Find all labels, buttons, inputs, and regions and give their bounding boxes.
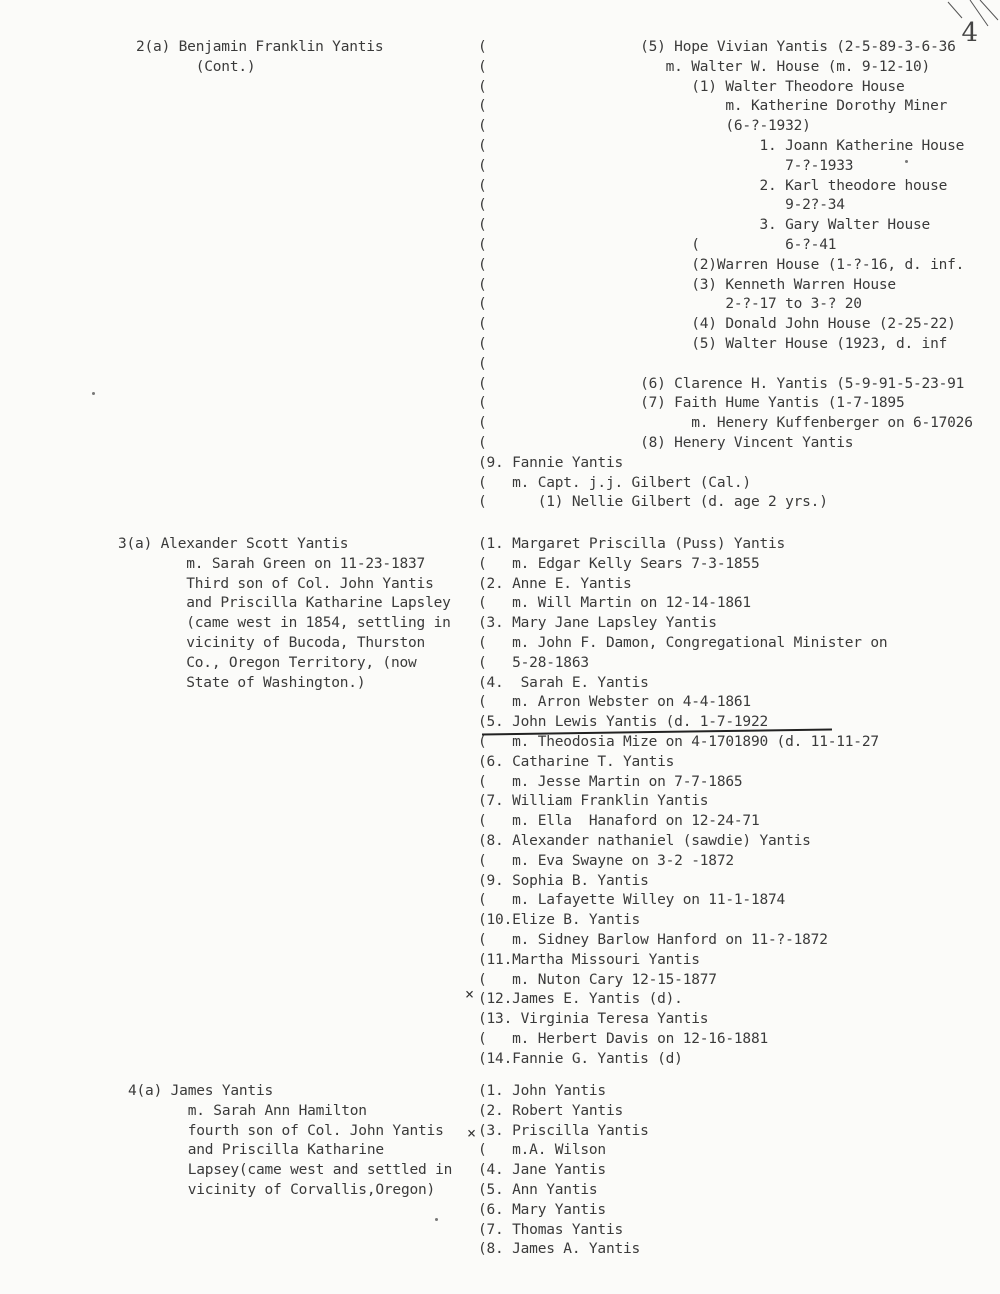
page-number: 4 <box>961 18 978 48</box>
entry-3a-children: (1. Margaret Priscilla (Puss) Yantis ( m. Edgar Kelly Sears 7-3-1855 (2. Anne E. Yantis ( m. Will Martin on 12-14-1861 (3. Mary Jane Lapsley Yantis ( m. John F. Damon, Congregational Minister on ( 5-28-1863 (4. Sarah E. Yantis ( m. Arron Webster on 4-4-1861 (5. John Lewis Yantis (d. 1-7-1922 ( m. Theodosia Mize on 4-1701890 (d. 11-11-27 (6. Catharine T. Yantis ( m. Jesse Martin on 7-7-1865 (7. William Franklin Yantis ( m. Ella Hanaford on 12-24-71 (8. Alexander nathaniel (sawdie) Yantis ( m. Eva Swayne on 3-2 -1872 (9. Sophia B. Yantis ( m. Lafayette Willey on 11-1-1874 (10.Elize B. Yantis ( m. Sidney Barlow Hanford on 11-?-1872 (11.Martha Missouri Yantis ( m. Nuton Cary 12-15-1877 (12.James E. Yantis (d). (13. Virginia Teresa Yantis ( m. Herbert Davis on 12-16-1881 (14.Fannie G. Yantis (d) <box>478 536 888 1067</box>
stray-speck <box>435 1218 438 1221</box>
handwritten-x-mark: × <box>465 985 475 1003</box>
stray-speck <box>905 160 908 163</box>
entry-4a-heading: 4(a) James Yantis m. Sarah Ann Hamilton fourth son of Col. John Yantis and Priscilla Katharine Lapsey(came west and settled in vicinity of Corvallis,Oregon) <box>128 1083 453 1198</box>
handwritten-x-mark: × <box>467 1124 477 1142</box>
entry-2a-children: ( (5) Hope Vivian Yantis (2-5-89-3-6-36 ( m. Walter W. House (m. 9-12-10) ( (1) Walter Theodore House ( m. Katherine Dorothy Miner ( (6-?-1932) ( 1. Joann Katherine House ( 7-?-1933 ( 2. Karl theodore house ( 9-2?-34 ( 3. Gary Walter House ( ( 6-?-41 ( (2)Warren House (1-?-16, d. inf. ( (3) Kenneth Warren House ( 2-?-17 to 3-? 20 ( (4) Donald John House (2-25-22) ( (5) Walter House (1923, d. inf ( ( (6) Clarence H. Yantis (5-9-91-5-23-91 ( (7) Faith Hume Yantis (1-7-1895 ( m. Henery Kuffenberger on 6-17026 ( (8) Henery Vincent Yantis (9. Fannie Yantis ( m. Capt. j.j. Gilbert (Cal.) ( (1) Nellie Gilbert (d. age 2 yrs.) <box>478 39 973 511</box>
stray-speck <box>92 392 95 395</box>
entry-4a-children: (1. John Yantis (2. Robert Yantis (3. Priscilla Yantis ( m.A. Wilson (4. Jane Yantis (5. Ann Yantis (6. Mary Yantis (7. Thomas Yantis (8. James A. Yantis <box>478 1083 649 1258</box>
entry-2a-heading: 2(a) Benjamin Franklin Yantis (Cont.) <box>136 39 384 75</box>
entry-3a-heading: 3(a) Alexander Scott Yantis m. Sarah Green on 11-23-1837 Third son of Col. John Yantis and Priscilla Katharine Lapsley (came west in 1854, settling in vicinity of Bucoda, Thurston Co., Oregon Territory, (now State of Washington.) <box>118 536 451 691</box>
